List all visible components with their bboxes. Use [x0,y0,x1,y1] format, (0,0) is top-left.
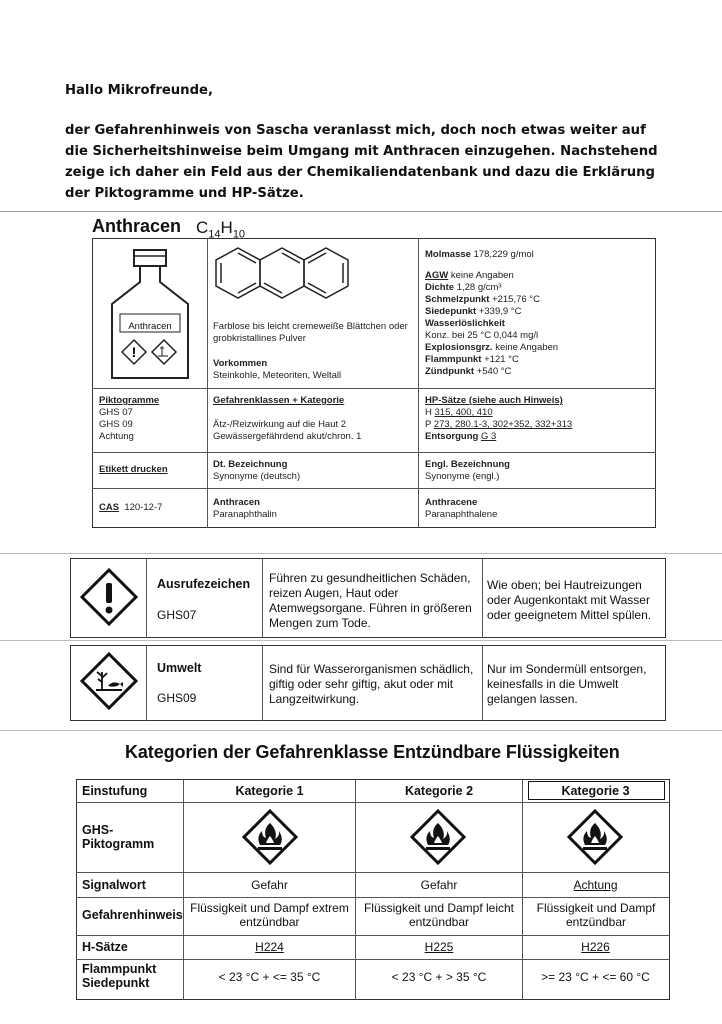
environment-hazard-icon [80,652,138,710]
ghs09-code: GHS09 [157,691,197,705]
h-saetze-links[interactable]: 315, 400, 410 [434,407,493,418]
ghs09-danger: Sind für Wasserorganismen schädlich, giftig oder sehr giftig, akut oder mit Langzeitwirkung. [269,662,474,706]
exclamation-mark-icon [80,568,138,626]
hp-saetze-cell: HP-Sätze (siehe auch Hinweis) H 315, 400, 410 P 273, 280.1-3, 302+352, 332+313 Entsorgung G 3 [425,395,573,442]
dt-bezeichnung: Dt. Bezeichnung Synonyme (deutsch) [213,459,301,482]
ghs07-danger: Führen zu gesundheitlichen Schäden, reizen Augen, Haut oder Atemwegsorgane. Führen in größeren Mengen zum Tode. [269,571,472,630]
ghs07-advice: Wie oben; bei Hautreizungen oder Augenkontakt mit Wasser oder geeignetem Mittel spülen. [487,578,652,622]
signal-kategorie-2: Gefahr [420,878,458,892]
label-signalwort: Signalwort [82,878,146,892]
label-gefahrenhinweis: Gefahrenhinweis [82,908,183,922]
prop-explosionsgrenze: Explosionsgrz. keine Angaben [425,342,559,353]
description: Farblose bis leicht cremeweiße Blättchen oder grobkristallines Pulver [213,321,408,344]
ghs07-title: Ausrufezeichen [157,577,251,591]
gefahrenklassen-link[interactable]: Gefahrenklassen + Kategorie [213,395,345,406]
h-satz-h225[interactable]: H225 [424,940,454,954]
anthracene-structure-icon [214,244,360,306]
piktogramme-link[interactable]: Piktogramme [99,395,160,406]
prop-flammpunkt: Flammpunkt +121 °C [425,354,519,365]
substance-name: Anthracen [92,216,182,236]
prop-zuendpunkt: Zündpunkt +540 °C [425,366,512,377]
flamm-kategorie-1: < 23 °C + <= 35 °C [218,970,321,984]
name-en: Anthracene Paranaphthalene [425,497,498,520]
prop-agw: AGW keine Angaben [425,270,514,281]
piktogramme-cell: Piktogramme GHS 07 GHS 09 Achtung [99,395,160,442]
gefahrenklassen-cell: Gefahrenklassen + Kategorie Ätz-/Reizwirkung auf die Haut 2 Gewässergefährdend akut/chron. 1 [213,395,362,442]
greeting: Hallo Mikrofreunde, [65,83,213,98]
hp-saetze-link[interactable]: HP-Sätze (siehe auch Hinweis) [425,395,563,406]
h-satz-h226[interactable]: H226 [581,940,610,954]
ghs07-code: GHS07 [157,608,197,622]
label-h-saetze: H-Sätze [82,940,128,954]
name-de: Anthracen Paranaphthalin [213,497,277,520]
flamm-kategorie-2: < 23 °C + > 35 °C [391,970,487,984]
cas-number: CAS 120-12-7 [99,502,163,513]
prop-siedepunkt: Siedepunkt +339,9 °C [425,306,522,317]
header-kategorie-1: Kategorie 1 [235,784,304,798]
divider [0,211,722,212]
flame-icon [567,809,623,865]
properties-list [425,249,650,378]
header-einstufung: Einstufung [82,784,148,798]
label-flammpunkt-siedepunkt: Flammpunkt Siedepunkt [82,962,157,990]
etikett-drucken-link[interactable]: Etikett drucken [99,464,168,475]
bottle-label: Anthracen [128,321,172,332]
header-kategorie-2: Kategorie 2 [404,784,474,798]
hinweis-kategorie-1: Flüssigkeit und Dampf extrem entzündbar [190,901,349,929]
prop-molmasse: Molmasse 178,229 g/mol [425,249,534,260]
hinweis-kategorie-2: Flüssigkeit und Dampf leicht entzündbar [363,901,515,929]
flamm-kategorie-3: >= 23 °C + <= 60 °C [541,970,650,984]
categories-title: Kategorien der Gefahrenklasse Entzündbare Flüssigkeiten [125,742,620,762]
ghs09-advice: Nur im Sondermüll entsorgen, keinesfalls in die Umwelt gelangen lassen. [487,662,647,706]
signal-kategorie-3: Achtung [573,878,618,892]
header-kategorie-3: Kategorie 3 [561,784,630,798]
intro-paragraph: der Gefahrenhinweis von Sascha veranlasst mich, doch noch etwas weiter auf die Sicherheitshinweise beim Umgang mit Anthracen einzugehen. Nachstehend zeige ich daher ein Feld aus der Chemikaliendatenbank und dazu die Erklärung der Piktogramme und HP-Sätze. [65,123,658,201]
svg-text:!: ! [131,344,137,360]
hinweis-kategorie-3: Flüssigkeit und Dampf entzündbar [536,901,656,929]
occurrence: Vorkommen Steinkohle, Meteoriten, Weltall [213,358,342,381]
prop-konz: Konz. bei 25 °C 0,044 mg/l [425,330,539,341]
chemical-formula: $C_{14}H_{10}$ [196,218,246,241]
label-ghs-piktogramm: GHS-Piktogramm [82,823,155,851]
entsorgung-link[interactable]: G 3 [480,431,497,442]
ghs09-title: Umwelt [157,661,202,675]
engl-bezeichnung: Engl. Bezeichnung Synonyme (engl.) [425,459,510,482]
prop-schmelzpunkt: Schmelzpunkt +215,76 °C [425,294,540,305]
prop-wasserloeslichkeit: Wasserlöslichkeit [425,318,505,329]
prop-dichte: Dichte 1,28 g/cm³ [425,282,502,293]
p-saetze-links[interactable]: 273, 280.1-3, 302+352, 332+313 [433,419,573,430]
flame-icon [410,809,466,865]
signal-kategorie-1: Gefahr [251,878,288,892]
intro-text [65,80,665,204]
flame-icon [242,809,298,865]
bottle-icon [102,248,198,382]
h-satz-h224[interactable]: H224 [255,940,284,954]
